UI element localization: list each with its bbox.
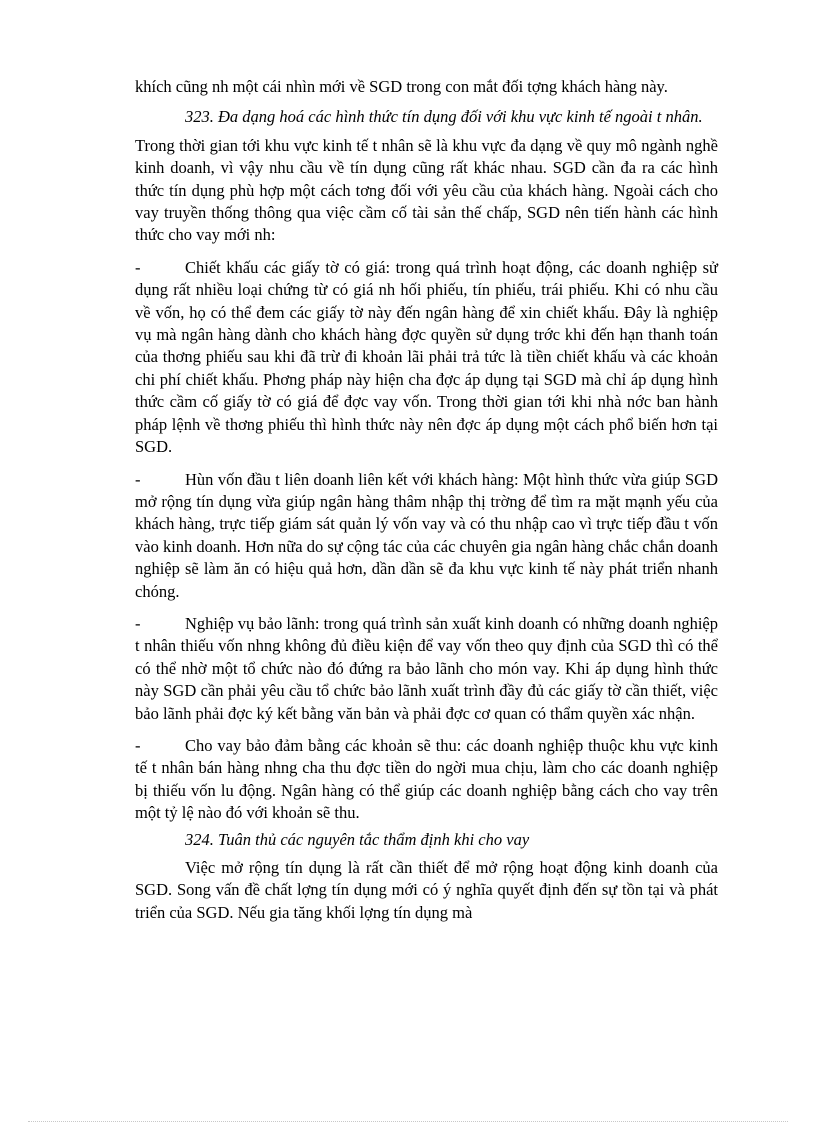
section-323-heading: 323. Đa dạng hoá các hình thức tín dụng đối với khu vực kinh tế ngoài t nhân. [185, 107, 703, 127]
bullet-text: Cho vay bảo đảm bằng các khoản sẽ thu: các doanh nghiệp thuộc khu vực kinh tế t nhân bán hàng nhng cha thu đợc tiền do ngời mua chịu, làm cho các doanh nghiệp bị thiếu vốn lu động. Ngân hàng có thể giúp các doanh nghiệp bằng cách cho vay trên một tỷ lệ nào đó với khoản sẽ thu. [135, 735, 718, 823]
bullet-text: Hùn vốn đầu t liên doanh liên kết với khách hàng: Một hình thức vừa giúp SGD mở rộng tín dụng vừa giúp ngân hàng thâm nhập thị trờng để tìm ra mặt mạnh yếu của khách hàng, trực tiếp giám sát quản lý vốn vay và có thu nhập cao vì trực tiếp đầu t vốn vào kinh doanh. Hơn nữa do sự cộng tác của các chuyên gia ngân hàng chắc chắn doanh nghiệp sẽ làm ăn có hiệu quả hơn, dần dần sẽ đa khu vực kinh tế này phát triển nhanh chóng. [135, 469, 718, 601]
bullet-item-discount [135, 257, 718, 459]
bullet-item-joint-venture [135, 469, 718, 603]
section-323-paragraph: Trong thời gian tới khu vực kinh tế t nhân sẽ là khu vực đa dạng về quy mô ngành nghề kinh doanh, vì vậy nhu cầu về tín dụng cũng rất khác nhau. SGD cần đa ra các hình thức tín dụng phù hợp một cách tơng đối với yêu cầu của khách hàng. Ngoài cách cho vay truyền thống thông qua việc cầm cố tài sản thế chấp, SGD nên tiến hành các hình thức cho vay mới nh: [135, 135, 718, 245]
bullet-text: Nghiệp vụ bảo lãnh: trong quá trình sản xuất kinh doanh có những doanh nghiệp t nhân thiếu vốn nhng không đủ điều kiện để vay vốn theo quy định của SGD thì có thể có thể nhờ một tổ chức nào đó đứng ra bảo lãnh cho món vay. Khi áp dụng hình thức này SGD cần phải yêu cầu tổ chức bảo lãnh xuất trình đầy đủ các giấy tờ cần thiết, việc bảo lãnh phải đợc ký kết bằng văn bản và phải đợc cơ quan có thẩm quyền xác nhận. [135, 613, 718, 723]
section-324-paragraph: Việc mở rộng tín dụng là rất cần thiết để mở rộng hoạt động kinh doanh của SGD. Song vấn đề chất lợng tín dụng mới có ý nghĩa quyết định đến sự tồn tại và phát triển của SGD. Nếu gia tăng khối lợng tín dụng mà [135, 858, 718, 922]
bullet-dash: - [135, 469, 141, 489]
intro-paragraph: khích cũng nh một cái nhìn mới về SGD trong con mắt đối tợng khách hàng này. [135, 77, 668, 96]
section-324-heading: 324. Tuân thủ các nguyên tắc thẩm định khi cho vay [185, 829, 530, 849]
page-bottom-divider [28, 1121, 788, 1122]
document-page [135, 76, 718, 924]
bullet-item-receivables-loan [135, 735, 718, 825]
bullet-dash: - [135, 257, 141, 277]
bullet-dash: - [135, 735, 141, 755]
bullet-dash: - [135, 613, 141, 633]
bullet-item-guarantee [135, 613, 718, 725]
bullet-text: Chiết khấu các giấy tờ có giá: trong quá trình hoạt động, các doanh nghiệp sử dụng rất nhiều loại chứng từ có giá nh hối phiếu, tín phiếu, trái phiếu. Khi có nhu cầu về vốn, họ có thể đem các giấy tờ này đến ngân hàng để xin chiết khấu. Đây là nghiệp vụ mà ngân hàng dành cho khách hàng đợc quyền sử dụng trớc khi đến hạn thanh toán của thơng phiếu sau khi đã trừ đi khoản lãi phải trả tức là tiền chiết khấu và các khoản chi phí chiết khấu. Phơng pháp này hiện cha đợc áp dụng tại SGD mà chỉ áp dụng hình thức cầm cố giấy tờ có giá để đợc vay vốn. Trong thời gian tới khi nhà nớc ban hành pháp lệnh về thơng phiếu thì hình thức này nên đợc áp dụng một cách phổ biến hơn tại SGD. [135, 257, 718, 457]
